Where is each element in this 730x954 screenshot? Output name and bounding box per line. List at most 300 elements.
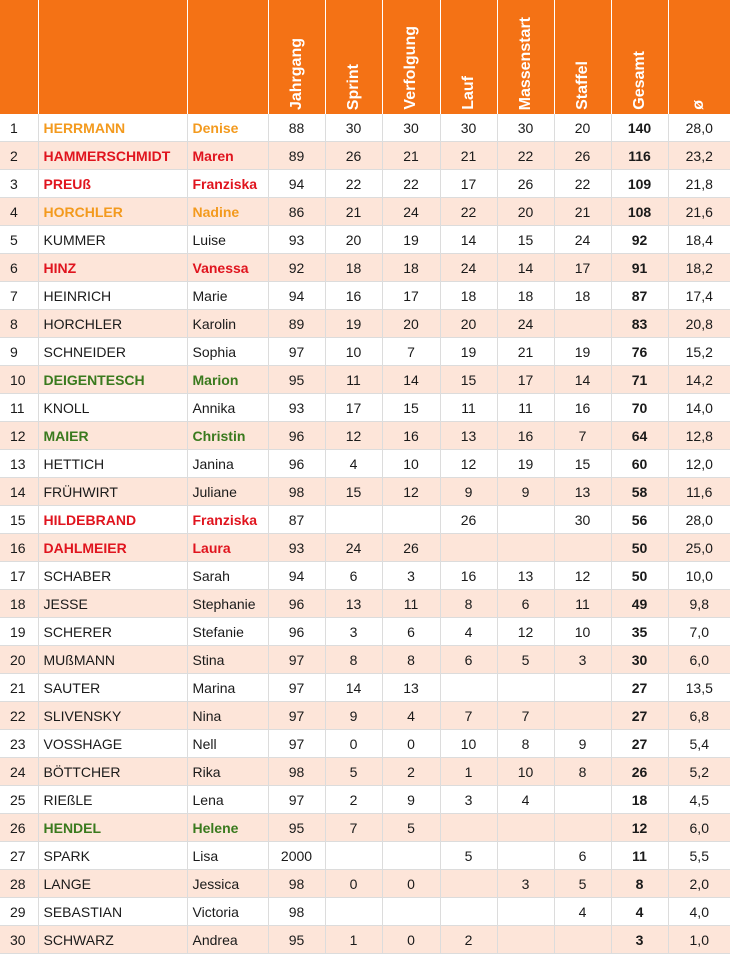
lastname-cell: HERRMANN bbox=[38, 114, 187, 142]
staffel-cell: 7 bbox=[554, 422, 611, 450]
firstname-cell: Nina bbox=[187, 702, 268, 730]
average-cell: 12,0 bbox=[668, 450, 730, 478]
gesamt-cell: 4 bbox=[611, 898, 668, 926]
jahrgang-cell: 93 bbox=[268, 394, 325, 422]
gesamt-cell: 12 bbox=[611, 814, 668, 842]
average-cell: 11,6 bbox=[668, 478, 730, 506]
sprint-cell: 20 bbox=[325, 226, 382, 254]
table-body bbox=[0, 114, 730, 954]
rank-cell: 28 bbox=[0, 870, 38, 898]
jahrgang-cell: 95 bbox=[268, 926, 325, 954]
gesamt-cell: 64 bbox=[611, 422, 668, 450]
lauf-cell: 13 bbox=[440, 422, 497, 450]
massenstart-cell bbox=[497, 814, 554, 842]
jahrgang-cell: 98 bbox=[268, 758, 325, 786]
table-row bbox=[0, 618, 730, 646]
table-row bbox=[0, 422, 730, 450]
rank-cell: 4 bbox=[0, 198, 38, 226]
lastname-cell: HORCHLER bbox=[38, 198, 187, 226]
average-cell: 1,0 bbox=[668, 926, 730, 954]
gesamt-cell: 30 bbox=[611, 646, 668, 674]
jahrgang-cell: 97 bbox=[268, 730, 325, 758]
sprint-cell: 1 bbox=[325, 926, 382, 954]
firstname-cell: Stephanie bbox=[187, 590, 268, 618]
table-row bbox=[0, 506, 730, 534]
firstname-cell: Janina bbox=[187, 450, 268, 478]
lastname-cell: PREUß bbox=[38, 170, 187, 198]
rank-cell: 22 bbox=[0, 702, 38, 730]
massenstart-cell: 4 bbox=[497, 786, 554, 814]
rank-cell: 11 bbox=[0, 394, 38, 422]
firstname-cell: Marie bbox=[187, 282, 268, 310]
firstname-cell: Nell bbox=[187, 730, 268, 758]
firstname-cell: Stefanie bbox=[187, 618, 268, 646]
gesamt-cell: 27 bbox=[611, 730, 668, 758]
verfolgung-cell: 0 bbox=[382, 870, 440, 898]
average-cell: 2,0 bbox=[668, 870, 730, 898]
rank-cell: 1 bbox=[0, 114, 38, 142]
lastname-cell: RIEßLE bbox=[38, 786, 187, 814]
firstname-cell: Vanessa bbox=[187, 254, 268, 282]
lauf-cell: 7 bbox=[440, 702, 497, 730]
staffel-cell: 14 bbox=[554, 366, 611, 394]
jahrgang-cell: 98 bbox=[268, 478, 325, 506]
average-cell: 7,0 bbox=[668, 618, 730, 646]
massenstart-cell: 6 bbox=[497, 590, 554, 618]
lastname-cell: FRÜHWIRT bbox=[38, 478, 187, 506]
jahrgang-cell: 96 bbox=[268, 422, 325, 450]
gesamt-cell: 56 bbox=[611, 506, 668, 534]
sprint-cell: 11 bbox=[325, 366, 382, 394]
lauf-cell: 3 bbox=[440, 786, 497, 814]
header-lauf-label: Lauf bbox=[459, 76, 477, 110]
gesamt-cell: 109 bbox=[611, 170, 668, 198]
staffel-cell: 4 bbox=[554, 898, 611, 926]
verfolgung-cell: 8 bbox=[382, 646, 440, 674]
sprint-cell: 15 bbox=[325, 478, 382, 506]
average-cell: 6,0 bbox=[668, 814, 730, 842]
table-row bbox=[0, 534, 730, 562]
table-row bbox=[0, 198, 730, 226]
verfolgung-cell bbox=[382, 506, 440, 534]
sprint-cell: 14 bbox=[325, 674, 382, 702]
jahrgang-cell: 93 bbox=[268, 226, 325, 254]
rank-cell: 30 bbox=[0, 926, 38, 954]
rank-cell: 23 bbox=[0, 730, 38, 758]
gesamt-cell: 87 bbox=[611, 282, 668, 310]
gesamt-cell: 8 bbox=[611, 870, 668, 898]
rank-cell: 17 bbox=[0, 562, 38, 590]
verfolgung-cell: 0 bbox=[382, 730, 440, 758]
verfolgung-cell: 14 bbox=[382, 366, 440, 394]
header-jahrgang bbox=[268, 0, 325, 114]
jahrgang-cell: 86 bbox=[268, 198, 325, 226]
gesamt-cell: 92 bbox=[611, 226, 668, 254]
sprint-cell: 21 bbox=[325, 198, 382, 226]
table-row bbox=[0, 310, 730, 338]
staffel-cell: 17 bbox=[554, 254, 611, 282]
table-row bbox=[0, 282, 730, 310]
verfolgung-cell: 21 bbox=[382, 142, 440, 170]
header-row bbox=[0, 0, 730, 114]
average-cell: 23,2 bbox=[668, 142, 730, 170]
sprint-cell: 10 bbox=[325, 338, 382, 366]
massenstart-cell: 24 bbox=[497, 310, 554, 338]
verfolgung-cell: 3 bbox=[382, 562, 440, 590]
verfolgung-cell: 19 bbox=[382, 226, 440, 254]
massenstart-cell: 26 bbox=[497, 170, 554, 198]
massenstart-cell: 20 bbox=[497, 198, 554, 226]
table-row bbox=[0, 114, 730, 142]
jahrgang-cell: 94 bbox=[268, 562, 325, 590]
table-row bbox=[0, 590, 730, 618]
lauf-cell: 10 bbox=[440, 730, 497, 758]
firstname-cell: Jessica bbox=[187, 870, 268, 898]
header-average-label: ø bbox=[690, 100, 708, 110]
staffel-cell: 22 bbox=[554, 170, 611, 198]
gesamt-cell: 140 bbox=[611, 114, 668, 142]
massenstart-cell: 7 bbox=[497, 702, 554, 730]
rank-cell: 24 bbox=[0, 758, 38, 786]
sprint-cell: 19 bbox=[325, 310, 382, 338]
sprint-cell: 2 bbox=[325, 786, 382, 814]
staffel-cell bbox=[554, 814, 611, 842]
lastname-cell: DEIGENTESCH bbox=[38, 366, 187, 394]
staffel-cell bbox=[554, 310, 611, 338]
verfolgung-cell: 10 bbox=[382, 450, 440, 478]
staffel-cell: 26 bbox=[554, 142, 611, 170]
header-jahrgang-label: Jahrgang bbox=[287, 37, 305, 110]
sprint-cell: 3 bbox=[325, 618, 382, 646]
verfolgung-cell: 12 bbox=[382, 478, 440, 506]
massenstart-cell: 3 bbox=[497, 870, 554, 898]
staffel-cell: 18 bbox=[554, 282, 611, 310]
jahrgang-cell: 93 bbox=[268, 534, 325, 562]
massenstart-cell: 11 bbox=[497, 394, 554, 422]
table-row bbox=[0, 702, 730, 730]
sprint-cell: 13 bbox=[325, 590, 382, 618]
sprint-cell: 8 bbox=[325, 646, 382, 674]
lastname-cell: SAUTER bbox=[38, 674, 187, 702]
lastname-cell: JESSE bbox=[38, 590, 187, 618]
jahrgang-cell: 87 bbox=[268, 506, 325, 534]
jahrgang-cell: 97 bbox=[268, 674, 325, 702]
table-row bbox=[0, 478, 730, 506]
jahrgang-cell: 89 bbox=[268, 142, 325, 170]
staffel-cell: 9 bbox=[554, 730, 611, 758]
average-cell: 14,2 bbox=[668, 366, 730, 394]
verfolgung-cell: 11 bbox=[382, 590, 440, 618]
staffel-cell: 20 bbox=[554, 114, 611, 142]
lauf-cell: 2 bbox=[440, 926, 497, 954]
lauf-cell: 5 bbox=[440, 842, 497, 870]
average-cell: 28,0 bbox=[668, 506, 730, 534]
table-row bbox=[0, 226, 730, 254]
firstname-cell: Annika bbox=[187, 394, 268, 422]
rank-cell: 7 bbox=[0, 282, 38, 310]
average-cell: 18,4 bbox=[668, 226, 730, 254]
lauf-cell bbox=[440, 674, 497, 702]
average-cell: 4,5 bbox=[668, 786, 730, 814]
verfolgung-cell: 9 bbox=[382, 786, 440, 814]
average-cell: 10,0 bbox=[668, 562, 730, 590]
table-row bbox=[0, 730, 730, 758]
jahrgang-cell: 94 bbox=[268, 282, 325, 310]
average-cell: 13,5 bbox=[668, 674, 730, 702]
lauf-cell: 15 bbox=[440, 366, 497, 394]
sprint-cell bbox=[325, 842, 382, 870]
gesamt-cell: 116 bbox=[611, 142, 668, 170]
staffel-cell: 12 bbox=[554, 562, 611, 590]
massenstart-cell bbox=[497, 506, 554, 534]
firstname-cell: Christin bbox=[187, 422, 268, 450]
rank-cell: 12 bbox=[0, 422, 38, 450]
lauf-cell: 4 bbox=[440, 618, 497, 646]
table-row bbox=[0, 870, 730, 898]
average-cell: 25,0 bbox=[668, 534, 730, 562]
average-cell: 12,8 bbox=[668, 422, 730, 450]
lastname-cell: HILDEBRAND bbox=[38, 506, 187, 534]
jahrgang-cell: 96 bbox=[268, 450, 325, 478]
sprint-cell: 9 bbox=[325, 702, 382, 730]
lauf-cell: 22 bbox=[440, 198, 497, 226]
massenstart-cell: 22 bbox=[497, 142, 554, 170]
rank-cell: 15 bbox=[0, 506, 38, 534]
gesamt-cell: 76 bbox=[611, 338, 668, 366]
verfolgung-cell: 2 bbox=[382, 758, 440, 786]
gesamt-cell: 27 bbox=[611, 674, 668, 702]
jahrgang-cell: 89 bbox=[268, 310, 325, 338]
average-cell: 14,0 bbox=[668, 394, 730, 422]
massenstart-cell: 10 bbox=[497, 758, 554, 786]
lauf-cell: 12 bbox=[440, 450, 497, 478]
rank-cell: 9 bbox=[0, 338, 38, 366]
gesamt-cell: 108 bbox=[611, 198, 668, 226]
lastname-cell: SCHWARZ bbox=[38, 926, 187, 954]
massenstart-cell: 17 bbox=[497, 366, 554, 394]
sprint-cell: 22 bbox=[325, 170, 382, 198]
staffel-cell: 13 bbox=[554, 478, 611, 506]
lauf-cell: 21 bbox=[440, 142, 497, 170]
table-row bbox=[0, 394, 730, 422]
rank-cell: 18 bbox=[0, 590, 38, 618]
gesamt-cell: 11 bbox=[611, 842, 668, 870]
header-verfolgung-label: Verfolgung bbox=[402, 26, 419, 110]
lastname-cell: HINZ bbox=[38, 254, 187, 282]
table-row bbox=[0, 646, 730, 674]
lauf-cell: 6 bbox=[440, 646, 497, 674]
table-row bbox=[0, 562, 730, 590]
header-verfolgung bbox=[382, 0, 440, 114]
staffel-cell: 8 bbox=[554, 758, 611, 786]
firstname-cell: Marina bbox=[187, 674, 268, 702]
sprint-cell: 0 bbox=[325, 730, 382, 758]
jahrgang-cell: 96 bbox=[268, 618, 325, 646]
average-cell: 5,4 bbox=[668, 730, 730, 758]
jahrgang-cell: 98 bbox=[268, 870, 325, 898]
firstname-cell: Stina bbox=[187, 646, 268, 674]
verfolgung-cell: 20 bbox=[382, 310, 440, 338]
massenstart-cell bbox=[497, 534, 554, 562]
firstname-cell: Helene bbox=[187, 814, 268, 842]
rank-cell: 5 bbox=[0, 226, 38, 254]
staffel-cell bbox=[554, 926, 611, 954]
massenstart-cell: 13 bbox=[497, 562, 554, 590]
rank-cell: 21 bbox=[0, 674, 38, 702]
table-row bbox=[0, 338, 730, 366]
firstname-cell: Rika bbox=[187, 758, 268, 786]
massenstart-cell: 8 bbox=[497, 730, 554, 758]
firstname-cell: Luise bbox=[187, 226, 268, 254]
header-average bbox=[668, 0, 730, 114]
sprint-cell: 18 bbox=[325, 254, 382, 282]
rank-cell: 2 bbox=[0, 142, 38, 170]
massenstart-cell: 14 bbox=[497, 254, 554, 282]
verfolgung-cell: 4 bbox=[382, 702, 440, 730]
staffel-cell: 19 bbox=[554, 338, 611, 366]
table-row bbox=[0, 170, 730, 198]
rank-cell: 20 bbox=[0, 646, 38, 674]
table-row bbox=[0, 898, 730, 926]
staffel-cell bbox=[554, 702, 611, 730]
table-row bbox=[0, 926, 730, 954]
massenstart-cell: 15 bbox=[497, 226, 554, 254]
header-massenstart-label: Massenstart bbox=[516, 16, 534, 110]
gesamt-cell: 18 bbox=[611, 786, 668, 814]
staffel-cell: 15 bbox=[554, 450, 611, 478]
average-cell: 20,8 bbox=[668, 310, 730, 338]
header-firstname bbox=[187, 0, 268, 114]
gesamt-cell: 49 bbox=[611, 590, 668, 618]
massenstart-cell: 9 bbox=[497, 478, 554, 506]
verfolgung-cell bbox=[382, 842, 440, 870]
header-rank bbox=[0, 0, 38, 114]
lastname-cell: LANGE bbox=[38, 870, 187, 898]
lastname-cell: SCHERER bbox=[38, 618, 187, 646]
average-cell: 6,0 bbox=[668, 646, 730, 674]
lastname-cell: KUMMER bbox=[38, 226, 187, 254]
firstname-cell: Victoria bbox=[187, 898, 268, 926]
lastname-cell: HAMMERSCHMIDT bbox=[38, 142, 187, 170]
staffel-cell: 10 bbox=[554, 618, 611, 646]
lastname-cell: SCHNEIDER bbox=[38, 338, 187, 366]
gesamt-cell: 35 bbox=[611, 618, 668, 646]
firstname-cell: Franziska bbox=[187, 170, 268, 198]
jahrgang-cell: 92 bbox=[268, 254, 325, 282]
table-row bbox=[0, 786, 730, 814]
staffel-cell bbox=[554, 786, 611, 814]
massenstart-cell: 16 bbox=[497, 422, 554, 450]
massenstart-cell: 12 bbox=[497, 618, 554, 646]
jahrgang-cell: 94 bbox=[268, 170, 325, 198]
lastname-cell: BÖTTCHER bbox=[38, 758, 187, 786]
staffel-cell: 11 bbox=[554, 590, 611, 618]
massenstart-cell: 5 bbox=[497, 646, 554, 674]
gesamt-cell: 71 bbox=[611, 366, 668, 394]
firstname-cell: Karolin bbox=[187, 310, 268, 338]
massenstart-cell bbox=[497, 898, 554, 926]
header-lastname bbox=[38, 0, 187, 114]
staffel-cell: 3 bbox=[554, 646, 611, 674]
massenstart-cell bbox=[497, 674, 554, 702]
jahrgang-cell: 2000 bbox=[268, 842, 325, 870]
rank-cell: 6 bbox=[0, 254, 38, 282]
header-staffel-label: Staffel bbox=[573, 61, 591, 110]
verfolgung-cell: 7 bbox=[382, 338, 440, 366]
lastname-cell: HETTICH bbox=[38, 450, 187, 478]
massenstart-cell bbox=[497, 842, 554, 870]
lauf-cell: 20 bbox=[440, 310, 497, 338]
jahrgang-cell: 88 bbox=[268, 114, 325, 142]
average-cell: 18,2 bbox=[668, 254, 730, 282]
staffel-cell: 6 bbox=[554, 842, 611, 870]
sprint-cell: 5 bbox=[325, 758, 382, 786]
jahrgang-cell: 95 bbox=[268, 814, 325, 842]
lastname-cell: DAHLMEIER bbox=[38, 534, 187, 562]
verfolgung-cell: 16 bbox=[382, 422, 440, 450]
rank-cell: 14 bbox=[0, 478, 38, 506]
jahrgang-cell: 95 bbox=[268, 366, 325, 394]
gesamt-cell: 50 bbox=[611, 562, 668, 590]
staffel-cell: 30 bbox=[554, 506, 611, 534]
gesamt-cell: 50 bbox=[611, 534, 668, 562]
rank-cell: 19 bbox=[0, 618, 38, 646]
average-cell: 9,8 bbox=[668, 590, 730, 618]
sprint-cell: 24 bbox=[325, 534, 382, 562]
firstname-cell: Lena bbox=[187, 786, 268, 814]
lastname-cell: SEBASTIAN bbox=[38, 898, 187, 926]
rank-cell: 10 bbox=[0, 366, 38, 394]
sprint-cell: 0 bbox=[325, 870, 382, 898]
table-row bbox=[0, 674, 730, 702]
average-cell: 5,5 bbox=[668, 842, 730, 870]
lastname-cell: SCHABER bbox=[38, 562, 187, 590]
table-header bbox=[0, 0, 730, 114]
lastname-cell: HENDEL bbox=[38, 814, 187, 842]
firstname-cell: Juliane bbox=[187, 478, 268, 506]
staffel-cell bbox=[554, 674, 611, 702]
lauf-cell: 17 bbox=[440, 170, 497, 198]
gesamt-cell: 91 bbox=[611, 254, 668, 282]
firstname-cell: Nadine bbox=[187, 198, 268, 226]
gesamt-cell: 70 bbox=[611, 394, 668, 422]
firstname-cell: Laura bbox=[187, 534, 268, 562]
jahrgang-cell: 96 bbox=[268, 590, 325, 618]
lauf-cell bbox=[440, 814, 497, 842]
average-cell: 17,4 bbox=[668, 282, 730, 310]
massenstart-cell: 18 bbox=[497, 282, 554, 310]
rank-cell: 25 bbox=[0, 786, 38, 814]
verfolgung-cell: 6 bbox=[382, 618, 440, 646]
lastname-cell: SPARK bbox=[38, 842, 187, 870]
firstname-cell: Marion bbox=[187, 366, 268, 394]
lauf-cell: 11 bbox=[440, 394, 497, 422]
gesamt-cell: 27 bbox=[611, 702, 668, 730]
rank-cell: 13 bbox=[0, 450, 38, 478]
gesamt-cell: 58 bbox=[611, 478, 668, 506]
sprint-cell: 4 bbox=[325, 450, 382, 478]
lauf-cell bbox=[440, 534, 497, 562]
lauf-cell: 24 bbox=[440, 254, 497, 282]
firstname-cell: Maren bbox=[187, 142, 268, 170]
table-row bbox=[0, 842, 730, 870]
massenstart-cell bbox=[497, 926, 554, 954]
staffel-cell: 21 bbox=[554, 198, 611, 226]
gesamt-cell: 3 bbox=[611, 926, 668, 954]
staffel-cell: 24 bbox=[554, 226, 611, 254]
lauf-cell: 16 bbox=[440, 562, 497, 590]
jahrgang-cell: 97 bbox=[268, 646, 325, 674]
